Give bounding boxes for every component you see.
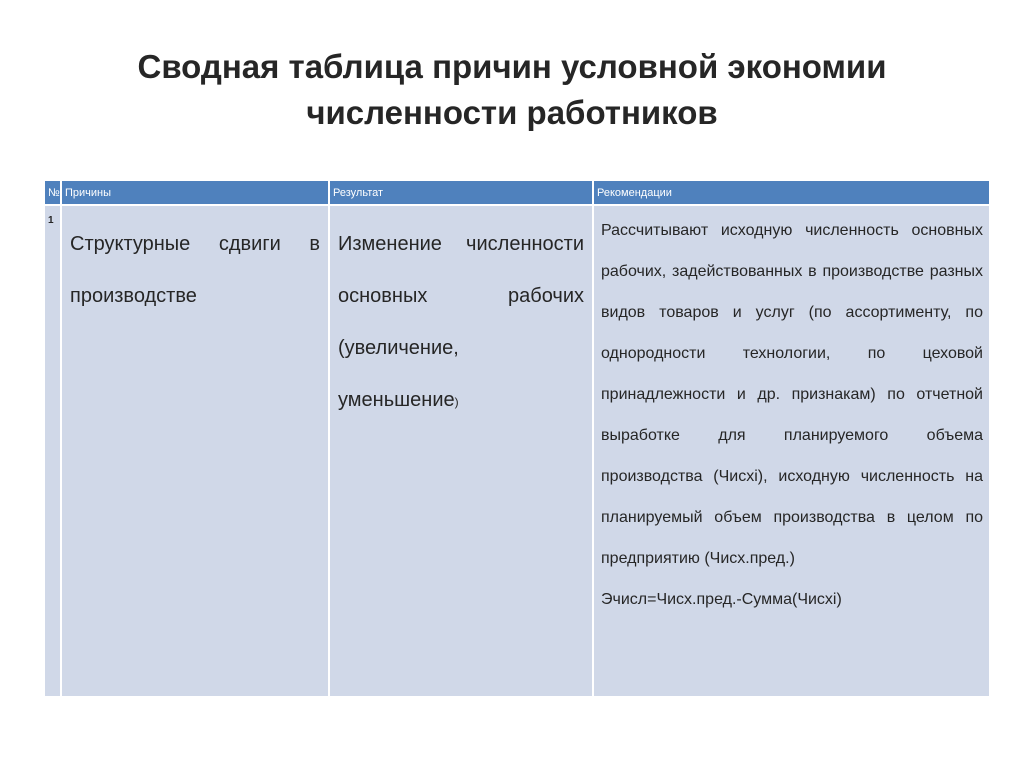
slide-title [0, 44, 1024, 136]
cause-cell [62, 206, 328, 696]
header-recommendations: Рекомендации [594, 181, 989, 206]
row-num: 1 [48, 215, 54, 226]
table-header-row [45, 181, 989, 206]
result-text [330, 206, 592, 428]
header-causes: Причины [62, 181, 328, 206]
slide-title-line-2: численности работников [306, 94, 718, 131]
header-result: Результат [330, 181, 592, 206]
recommendation-text-block [594, 206, 989, 620]
result-main-text: Изменение численности основных рабочих (увеличение, уменьшение [338, 233, 584, 411]
row-num-cell [45, 206, 60, 696]
slide-title-line-1: Сводная таблица причин условной экономии [137, 48, 887, 85]
summary-table [43, 181, 991, 696]
table-row [45, 206, 989, 696]
recommendation-formula: Эчисл=Чисх.пред.-Сумма(Чисхi) [601, 591, 842, 608]
recommendation-text: Рассчитывают исходную численность основных рабочих, задействованных в производстве разных видов товаров и услуг (по ассортименту, по однородности технологии, по цеховой принадлежности и др. признакам) по отчетной выработке для планируемого объема производства (Чисхi), исходную численность на планируемый объем производства в целом по предприятию (Чисх.пред.) [601, 222, 983, 567]
cause-text: Структурные сдвиги в производстве [70, 233, 320, 307]
result-cell [330, 206, 592, 696]
header-num: № [45, 181, 60, 206]
result-closing-paren: ) [454, 395, 459, 409]
recommendation-cell [594, 206, 989, 696]
